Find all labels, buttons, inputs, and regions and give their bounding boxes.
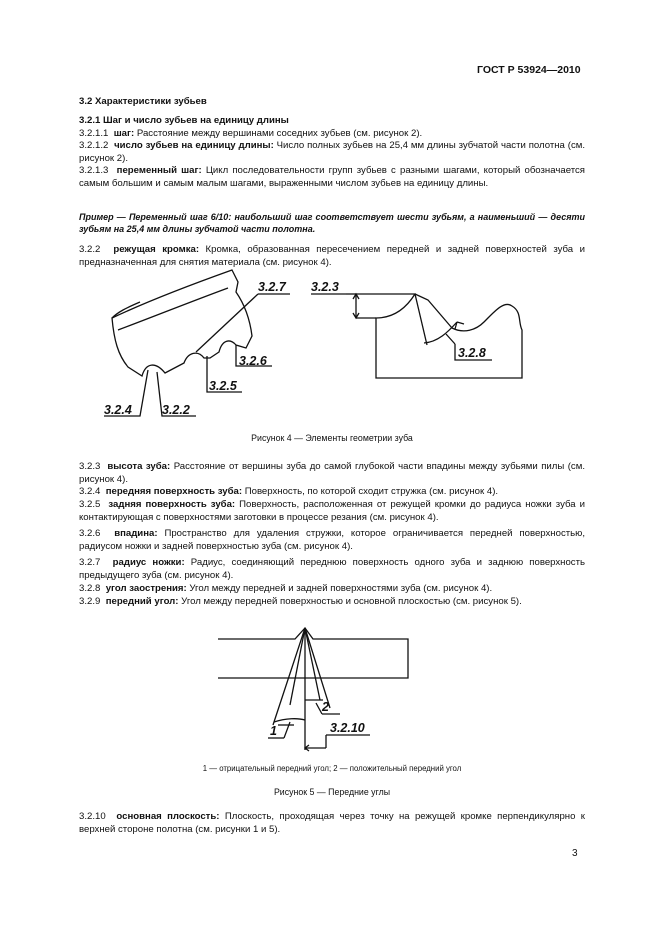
label-3-2-4: 3.2.4	[104, 403, 132, 417]
fig5-label-1: 1	[270, 724, 277, 738]
clause-number: 3.2.7	[79, 557, 101, 568]
clause-text: Угол между передней поверхностью и основной плоскостью (см. рисунок 5).	[178, 596, 522, 607]
clause-number: 3.2.6	[79, 528, 101, 539]
page-number: 3	[572, 848, 578, 859]
clause-text: Расстояние от вершины зуба до самой глубокой части впадины между зубьями пилы (см. рисунок 4).	[79, 461, 585, 485]
label-3-2-3: 3.2.3	[311, 280, 339, 294]
clause-term: режущая кромка:	[113, 244, 200, 255]
clause-number: 3.2.4	[79, 486, 101, 497]
clause-number: 3.2.3	[79, 461, 101, 472]
clause-text: Поверхность, по которой сходит стружка (см. рисунок 4).	[242, 486, 499, 497]
clause-text: Плоскость, проходящая через точку на режущей кромке перпендикулярно к верхней стороне полотна (см. рисунки 1 и 5).	[79, 811, 585, 835]
clause-number: 3.2.5	[79, 499, 101, 510]
label-3-2-8: 3.2.8	[458, 346, 486, 360]
clause-text: Число полных зубьев на 25,4 мм длины зубчатой части полотна (см. рисунок 2).	[79, 140, 586, 164]
clause-term: шаг:	[113, 128, 135, 139]
subsection-3-2-1-title: 3.2.1 Шаг и число зубьев на единицу длины	[79, 115, 289, 126]
figure-5-legend: 1 — отрицательный передний угол; 2 — положительный передний угол	[202, 764, 462, 773]
label-3-2-2: 3.2.2	[162, 403, 190, 417]
rake-face-positive	[305, 628, 330, 708]
angle-arc-1	[274, 719, 305, 722]
clause-text: Угол между передней и задней поверхностями зуба (см. рисунок 4).	[186, 583, 493, 594]
standard-header: ГОСТ Р 53924—2010	[477, 64, 581, 76]
clause-term: высота зуба:	[107, 461, 171, 472]
example-note: Пример — Переменный шаг 6/10: наибольший шаг соответствует шести зубьям, а наименьший — десяти зубьям на 25,4 мм длины зубчатой части полотна.	[79, 212, 585, 234]
clause-number: 3.2.8	[79, 583, 101, 594]
clause-text: Расстояние между вершинами соседних зубьев (см. рисунок 2).	[134, 128, 423, 139]
section-title: 3.2 Характеристики зубьев	[79, 96, 207, 107]
label-3-2-5: 3.2.5	[209, 379, 237, 393]
clause-number: 3.2.9	[79, 596, 101, 607]
clause-term: переменный шаг:	[116, 165, 202, 176]
clause-text: Поверхность, расположенная от режущей кромки до радиуса ножки зуба и контактирующая с поверхностями заготовки в процессе резания (см. рисунок 4).	[79, 499, 585, 523]
clause-number: 3.2.1.2	[79, 140, 109, 151]
rake-face-negative	[273, 628, 305, 725]
clause-number: 3.2.1.1	[79, 128, 109, 139]
clause-term: радиус ножки:	[112, 557, 185, 568]
clause-text: Пространство для удаления стружки, которое ограничивается передней поверхностью, радиусом ножки и задней поверхностью зуба (см. рисунок 4).	[79, 528, 585, 552]
clause-term: впадина:	[114, 528, 158, 539]
clause-number: 3.2.10	[79, 811, 106, 822]
clause-text: Радиус, соединяющий переднюю поверхность одного зуба и заднюю поверхность предыдущего зуба (см. рисунок 4).	[79, 557, 585, 581]
fig5-label-3-2-10: 3.2.10	[330, 721, 365, 735]
clause-text: Кромка, образованная пересечением передней и задней поверхностей зуба и предназначенная для снятия материала (см. рисунок 4).	[79, 244, 585, 268]
clause-text: Цикл последовательности групп зубьев с разными шагами, который обозначается самым большим и самым малым шагами, выраженными числом зубьев на единицу длины.	[79, 165, 585, 189]
clause-term: число зубьев на единицу длины:	[114, 140, 274, 151]
clause-term: передний угол:	[105, 596, 179, 607]
clause-3-2-10	[79, 811, 585, 836]
label-3-2-6: 3.2.6	[239, 354, 267, 368]
clause-number: 3.2.1.3	[79, 165, 109, 176]
fig5-label-2: 2	[322, 700, 329, 714]
figure-4-caption: Рисунок 4 — Элементы геометрии зуба	[251, 433, 413, 443]
clause-term: угол заострения:	[105, 583, 187, 594]
clause-number: 3.2.2	[79, 244, 101, 255]
figure-5-caption: Рисунок 5 — Передние углы	[273, 787, 391, 797]
clause-term: передняя поверхность зуба:	[105, 486, 243, 497]
clause-term: задняя поверхность зуба:	[108, 499, 236, 510]
clause-term: основная плоскость:	[116, 811, 220, 822]
label-3-2-7: 3.2.7	[258, 280, 286, 294]
